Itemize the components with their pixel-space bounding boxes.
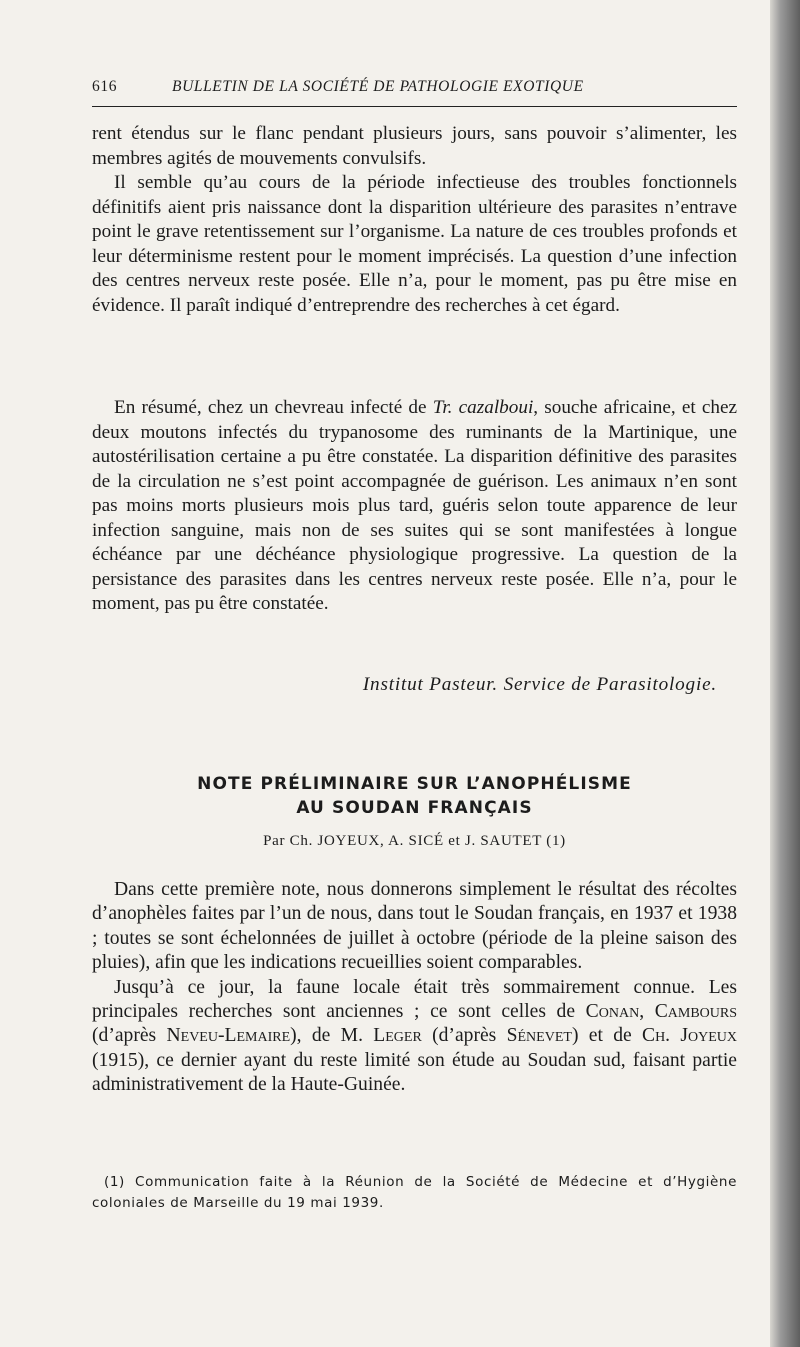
header-rule — [92, 106, 737, 107]
footnote — [92, 1172, 737, 1214]
summary-text-b: , souche africaine, et chez deux moutons infectés du trypanosome des ruminants de la Martinique, une autostérilisation certaine a pu être constatée. La disparition définitive des parasites de la circulation ne s’est point accompagnée de guérison. Les animaux n’en sont pas moins morts plusieurs mois plus tard, guéris selon toute apparence de leur infection sanguine, mais non de ses suites qui se sont manifestées à longue échéance par une déchéance physiologique progressive. La question de la persistance des parasites dans les centres nerveux reste posée. Elle n’a, pour le moment, pas pu être constatée. — [92, 397, 738, 614]
author-cambours: Cambours — [654, 1001, 738, 1023]
article1-paragraph-1: rent étendus sur le flanc pendant plusieurs jours, sans pouvoir s’alimenter, les membres agités de mouvements convulsifs. — [92, 123, 737, 169]
article2-title-line-1: NOTE PRÉLIMINAIRE SUR L’ANOPHÉLISME — [197, 774, 632, 794]
p2-text-b: , — [639, 1001, 655, 1023]
article2-paragraph-1: Dans cette première note, nous donnerons simplement le résultat des récoltes d’anophèles faites par l’un de nous, dans tout le Soudan français, en 1937 et 1938 ; toutes se sont échelonnées de juillet à octobre (période de la pleine saison des pluies), afin que les indications recueillies soient comparables. — [92, 879, 737, 974]
author-leger: Leger — [373, 1025, 422, 1047]
author-joyeux: Ch. Joyeux — [642, 1025, 737, 1047]
running-header — [92, 78, 737, 100]
article1-opening — [92, 122, 737, 318]
article2-body — [92, 878, 737, 1098]
p2-text-f: ) et de — [571, 1025, 642, 1047]
scan-edge-shadow — [770, 0, 800, 1347]
footnote-text: (1) Communication faite à la Réunion de la Société de Médecine et d’Hygiène coloniales de Marseille du 19 mai 1939. — [92, 1174, 737, 1211]
author-conan: Conan — [585, 1001, 640, 1023]
author-senevet: Sénevet — [506, 1025, 572, 1047]
article2-paragraph-2 — [92, 976, 737, 1098]
author-neveu-lemaire: Neveu-Lemaire — [166, 1025, 291, 1047]
article1-summary — [92, 396, 737, 617]
article2-title — [92, 772, 737, 820]
p2-text-d: ), de M. — [290, 1025, 374, 1047]
institution-signature: Institut Pasteur. Service de Parasitologie. — [362, 674, 717, 695]
p2-text-a: Jusqu’à ce jour, la faune locale était très sommairement connue. Les principales recherches sont anciennes ; ce sont celles de — [92, 976, 737, 1023]
article1-summary-paragraph — [92, 396, 737, 617]
article2-authors: Par Ch. JOYEUX, A. SICÉ et J. SAUTET (1) — [263, 833, 566, 849]
p2-text-g: (1915), ce dernier ayant du reste limité son étude au Soudan sud, faisant partie administrativement de la Haute-Guinée. — [92, 1049, 737, 1096]
page-number: 616 — [92, 78, 118, 95]
summary-text-a: En résumé, chez un chevreau infecté de — [114, 397, 433, 418]
article1-paragraph-2: Il semble qu’au cours de la période infectieuse des troubles fonctionnels définitifs aient pris naissance dont la disparition ultérieure des parasites n’entrave point le grave retentissement sur l’organisme. La nature de ces troubles profonds et leur déterminisme restent pour le moment imprécisés. La question d’une infection des centres nerveux reste posée. Elle n’a, pour le moment, pas pu être mise en évidence. Il paraît indiqué d’entreprendre des recherches à cet égard. — [92, 172, 737, 316]
article2-title-line-2: AU SOUDAN FRANÇAIS — [296, 798, 533, 818]
p2-text-c: (d’après — [92, 1025, 167, 1047]
journal-title: BULLETIN DE LA SOCIÉTÉ DE PATHOLOGIE EXOTIQUE — [172, 78, 584, 95]
species-name: Tr. cazalboui — [432, 397, 534, 418]
p2-text-e: (d’après — [421, 1025, 507, 1047]
